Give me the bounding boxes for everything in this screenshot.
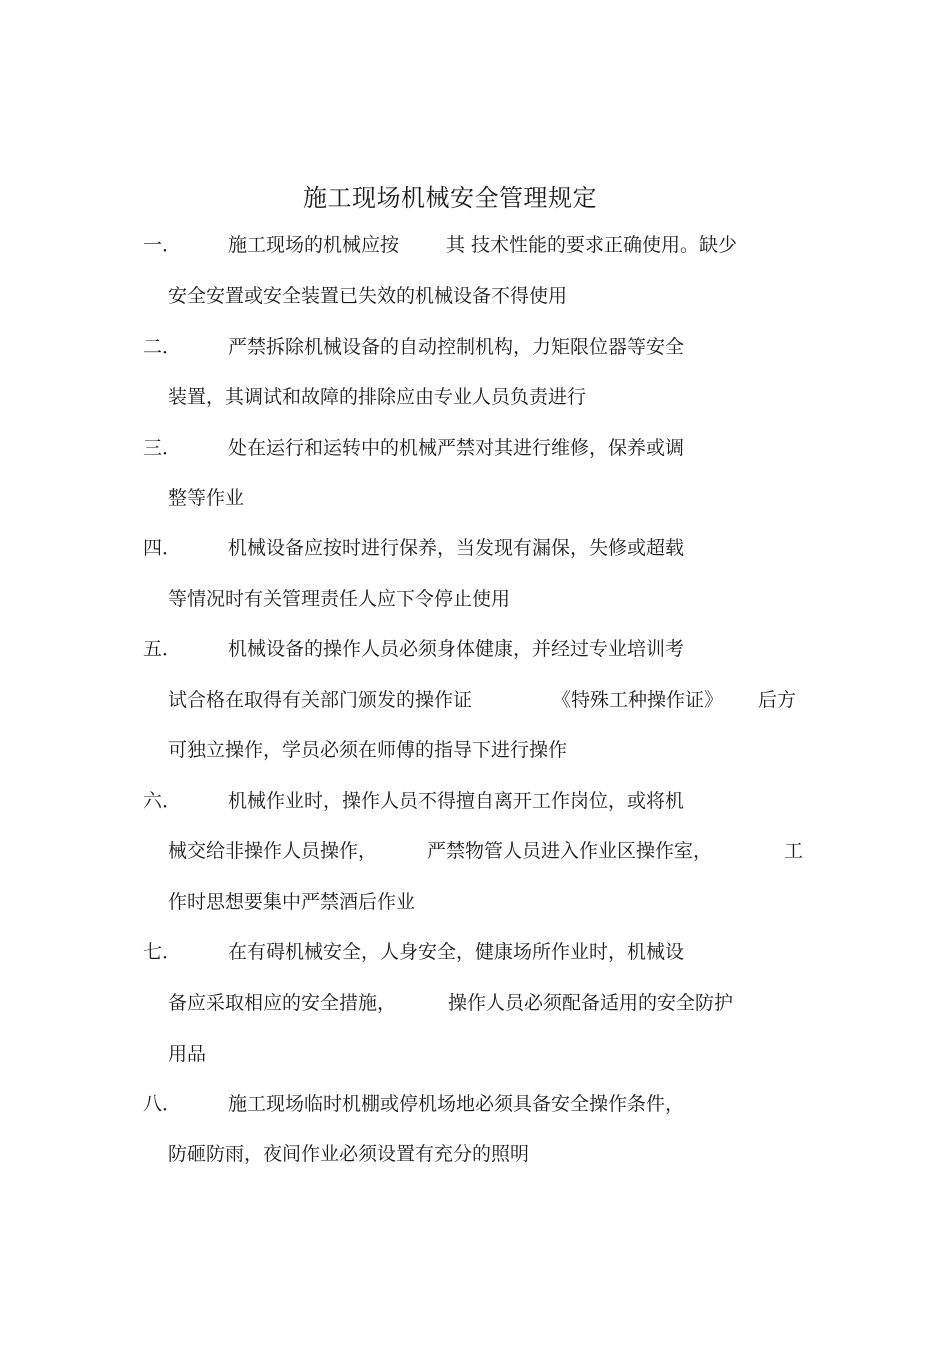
item-text-line: 试合格在取得有关部门颁发的操作证 <box>168 689 473 711</box>
item-text-line: 机械设备应按时进行保养，当发现有漏保，失修或超载 <box>228 537 685 559</box>
item-text-line: 用品 <box>168 1043 207 1065</box>
item-text-line: 严禁物管人员进入作业区操作室， <box>427 840 713 862</box>
item-number: 一． <box>143 234 182 256</box>
item-number: 七． <box>143 941 182 963</box>
item-text-line: 严禁拆除机械设备的自动控制机构，力矩限位器等安全 <box>228 336 685 358</box>
item-number: 六． <box>143 790 182 812</box>
document-title: 施工现场机械安全管理规定 <box>303 184 597 212</box>
item-text-line: 工 <box>784 840 804 862</box>
item-text-line: 其 技术性能的要求正确使用。缺少 <box>446 234 738 256</box>
item-number: 五． <box>143 638 182 660</box>
item-text-line: 操作人员必须配备适用的安全防护 <box>448 992 734 1014</box>
item-text-line: 在有碍机械安全，人身安全，健康场所作业时，机械设 <box>228 941 685 963</box>
item-text-line: 备应采取相应的安全措施， <box>168 992 397 1014</box>
item-text-line: 施工现场临时机棚或停机场地必须具备安全操作条件， <box>228 1093 685 1115</box>
item-text-line: 后方 <box>758 689 797 711</box>
item-text-line: 处在运行和运转中的机械严禁对其进行维修，保养或调 <box>228 437 685 459</box>
item-text-line: 整等作业 <box>168 487 245 509</box>
item-text-line: 作时思想要集中严禁酒后作业 <box>168 891 416 913</box>
item-text-line: 机械作业时，操作人员不得擅自离开工作岗位，或将机 <box>228 790 685 812</box>
item-text-line: 装置，其调试和故障的排除应由专业人员负责进行 <box>168 386 587 408</box>
item-text-line: 防砸防雨，夜间作业必须设置有充分的照明 <box>168 1143 530 1165</box>
item-text-line: 《特殊工种操作证》 <box>552 689 724 711</box>
item-text-line: 等情况时有关管理责任人应下令停止使用 <box>168 588 511 610</box>
item-text-line: 械交给非操作人员操作， <box>168 840 378 862</box>
item-text-line: 施工现场的机械应按 <box>228 234 400 256</box>
item-number: 八． <box>143 1093 182 1115</box>
item-text-line: 可独立操作，学员必须在师傅的指导下进行操作 <box>168 739 568 761</box>
item-text-line: 安全安置或安全装置已失效的机械设备不得使用 <box>168 285 568 307</box>
item-number: 四． <box>143 537 182 559</box>
item-number: 二． <box>143 336 182 358</box>
item-number: 三． <box>143 437 182 459</box>
item-text-line: 机械设备的操作人员必须身体健康，并经过专业培训考 <box>228 638 685 660</box>
